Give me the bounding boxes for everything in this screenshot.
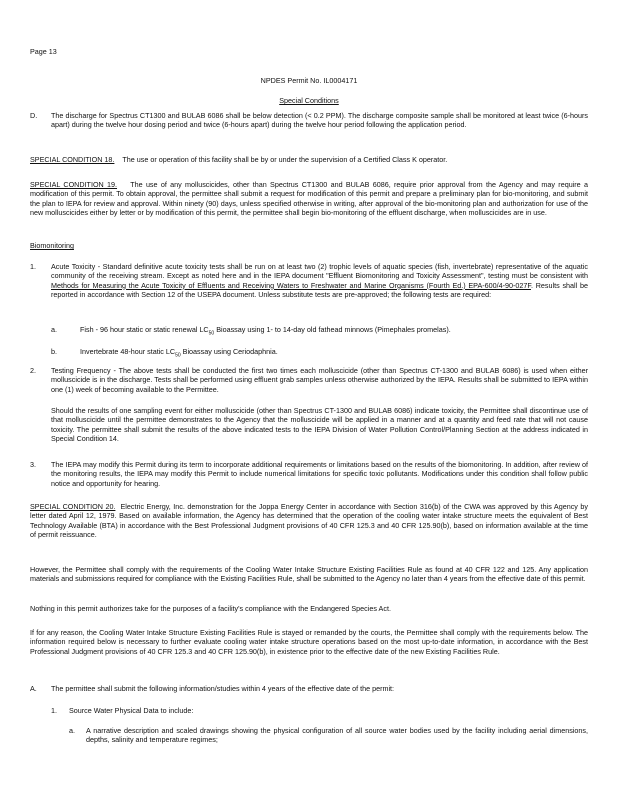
sc18-heading: SPECIAL CONDITION 18.: [30, 155, 115, 164]
bio-item-2-text: Testing Frequency - The above tests shall be conducted the first two times each molluscicide (other than Spectrus CT-1300 and BULAB 6086) is used when either molluscicide is in the discharge. Tests shall be performed using effluent grab samples unless otherwise authorized by the IEPA. Results shall be submitted to IEPA within one (1) week of becoming available to the Permittee.: [51, 366, 588, 394]
sc18-text: The use or operation of this facility shall be by or under the supervision of a Certified Class K operator.: [122, 155, 448, 164]
invertebrate-test-rest: Bioassay using Ceriodaphnia.: [180, 347, 278, 356]
page-number: Page 13: [30, 47, 57, 56]
fish-test-text: Fish - 96 hour static or static renewal LC: [80, 325, 209, 334]
bio-item-3-label: 3.: [30, 460, 36, 469]
sc20-paragraph-4: If for any reason, the Cooling Water Intake Structure Existing Facilities Rule is stayed or remanded by the courts, the Permittee shall comply with the requirements below. The information required below is necessary to further evaluate cooling water intake structure operations based on the most up-to-date information, in accordance with the Best Professional Judgment provisions of 40 CFR 125.3 and 40 CFR 125.90(b), in existence prior to the effective date of the new Existing Facilities Rule.: [30, 628, 588, 656]
permit-number: NPDES Permit No. IL0004171: [260, 76, 358, 85]
sc20-a1-label: 1.: [51, 706, 57, 715]
sc20-a1-text: Source Water Physical Data to include:: [69, 706, 194, 715]
bio-sub-b-label: b.: [51, 347, 57, 356]
special-condition-19: [30, 180, 588, 218]
lc50-subscript-b: 50: [175, 352, 181, 359]
bio-item-1-label: 1.: [30, 262, 36, 271]
sc20-text: Electric Energy, Inc. demonstration for the Joppa Energy Center in accordance with Section 316(b) of the CWA was approved by this Agency by letter dated April 12, 1979. Based on available information, the Agency has determined that the operation of the cooling water intake structure meets the equivalent of Best Technology Available (BTA) in accordance with the Best Professional Judgment provisions of 40 CFR 125.3 and 40 CFR 125.90(b), based on information available at the time of permit reissuance.: [30, 502, 588, 540]
sc20-a-text: The permittee shall submit the following information/studies within 4 years of the effective date of the permit:: [51, 684, 395, 693]
bio-item-1-text: [51, 262, 588, 300]
bio-sub-b-text: [80, 347, 588, 361]
special-condition-18: [30, 155, 588, 164]
bio-item-2-label: 2.: [30, 366, 36, 375]
biomonitoring-heading: Biomonitoring: [30, 241, 74, 250]
bio-item-3-text: The IEPA may modify this Permit during its term to incorporate additional requirements or limitations based on the results of the biomonitoring. In addition, after review of the monitoring results, the IEPA may modify this Permit to include numerical limitations for specific toxic pollutants. Modifications under this condition shall follow public notice and opportunity for hearing.: [51, 460, 588, 488]
sc20-paragraph-2: However, the Permittee shall comply with the requirements of the Cooling Water Intake Structure Existing Facilities Rule as found at 40 CFR 122 and 125. Any application materials and submissions required for compliance with the Existing Facilities Rule, shall be submitted to the Agency no later than 4 years from the effective date of this permit.: [30, 565, 588, 584]
sc20-a1a-text: A narrative description and scaled drawings showing the physical configuration of all source water bodies used by the facility including aerial dimensions, depths, salinity and temperature regimes;: [86, 726, 588, 745]
bio-sub-a-label: a.: [51, 325, 57, 334]
sc20-a1a-label: a.: [69, 726, 75, 735]
invertebrate-test-text: Invertebrate 48-hour static LC: [80, 347, 176, 356]
item-d-text: The discharge for Spectrus CT1300 and BULAB 6086 shall be below detection (< 0.2 PPM). The discharge composite sample shall be monitored at least twice (6-hours apart) during the twelve hour dosing period and twice (6-hours apart) during the twelve hour period following the application period.: [51, 111, 588, 130]
section-title: Special Conditions: [279, 96, 339, 105]
acute-toxicity-lead: Acute Toxicity - Standard definitive acute toxicity tests shall be run on at least two (2) trophic levels of aquatic species (fish, invertebrate) representative of the aquatic community of the receiving stream. Except as noted here and in the IEPA document "Effluent Biomonitoring and Toxicity Assessment", testing must be consistent with: [51, 262, 588, 281]
sc20-heading: SPECIAL CONDITION 20.: [30, 502, 116, 511]
sc20-paragraph-3: Nothing in this permit authorizes take for the purposes of a facility's compliance with the Endangered Species Act.: [30, 604, 391, 613]
bio-item-2-para2: Should the results of one sampling event for either molluscicide (other than Spectrus CT-1300 and BULAB 6086) indicate toxicity, the Permittee shall discontinue use of that molluscicide until the permittee demonstrates to the Agency that the molluscicide will be applied in a manner and at a quantity and feed rate that will not cause toxicity. The permittee shall submit the results of the above indicated tests to the IEPA Division of Water Pollution Control/Planning Section at the address indicated in Special Condition 14.: [51, 406, 588, 444]
fish-test-rest: Bioassay using 1- to 14-day old fathead minnows (Pimephales promelas).: [214, 325, 451, 334]
item-d-label: D.: [30, 111, 38, 120]
bio-sub-a-text: [80, 325, 588, 339]
acute-toxicity-tail: . Results shall be reported in accordance with Section 12 of the USEPA document. Unless substitute tests are pre-approved; the following tests are required:: [51, 280, 588, 300]
special-condition-20: [30, 502, 588, 540]
sc19-text: The use of any molluscicides, other than Spectrus CT1300 and BULAB 6086, require prior approval from the Agency and may require a modification of this permit. To obtain approval, the permittee shall submit a request for modification of this permit and prepare a preliminary plan for bio-monitoring, and submit the plan to IEPA for review and approval. Within ninety (90) days, unless specified otherwise in writing, after approval of the bio-monitoring plan and authorization for use of the new molluscicides either by letter or by modification of this permit, the permittee shall begin bio-monitoring of the effluent discharge, when molluscicides are in use.: [30, 180, 588, 218]
lc50-subscript: 50: [208, 330, 215, 337]
sc20-a-label: A.: [30, 684, 37, 693]
methods-document-title: Methods for Measuring the Acute Toxicity of Effluents and Receiving Waters to Freshwater and Marine Organisms (Fourth Ed.) EPA-600/4-90-027F: [51, 280, 531, 290]
sc19-heading: SPECIAL CONDITION 19.: [30, 180, 118, 189]
